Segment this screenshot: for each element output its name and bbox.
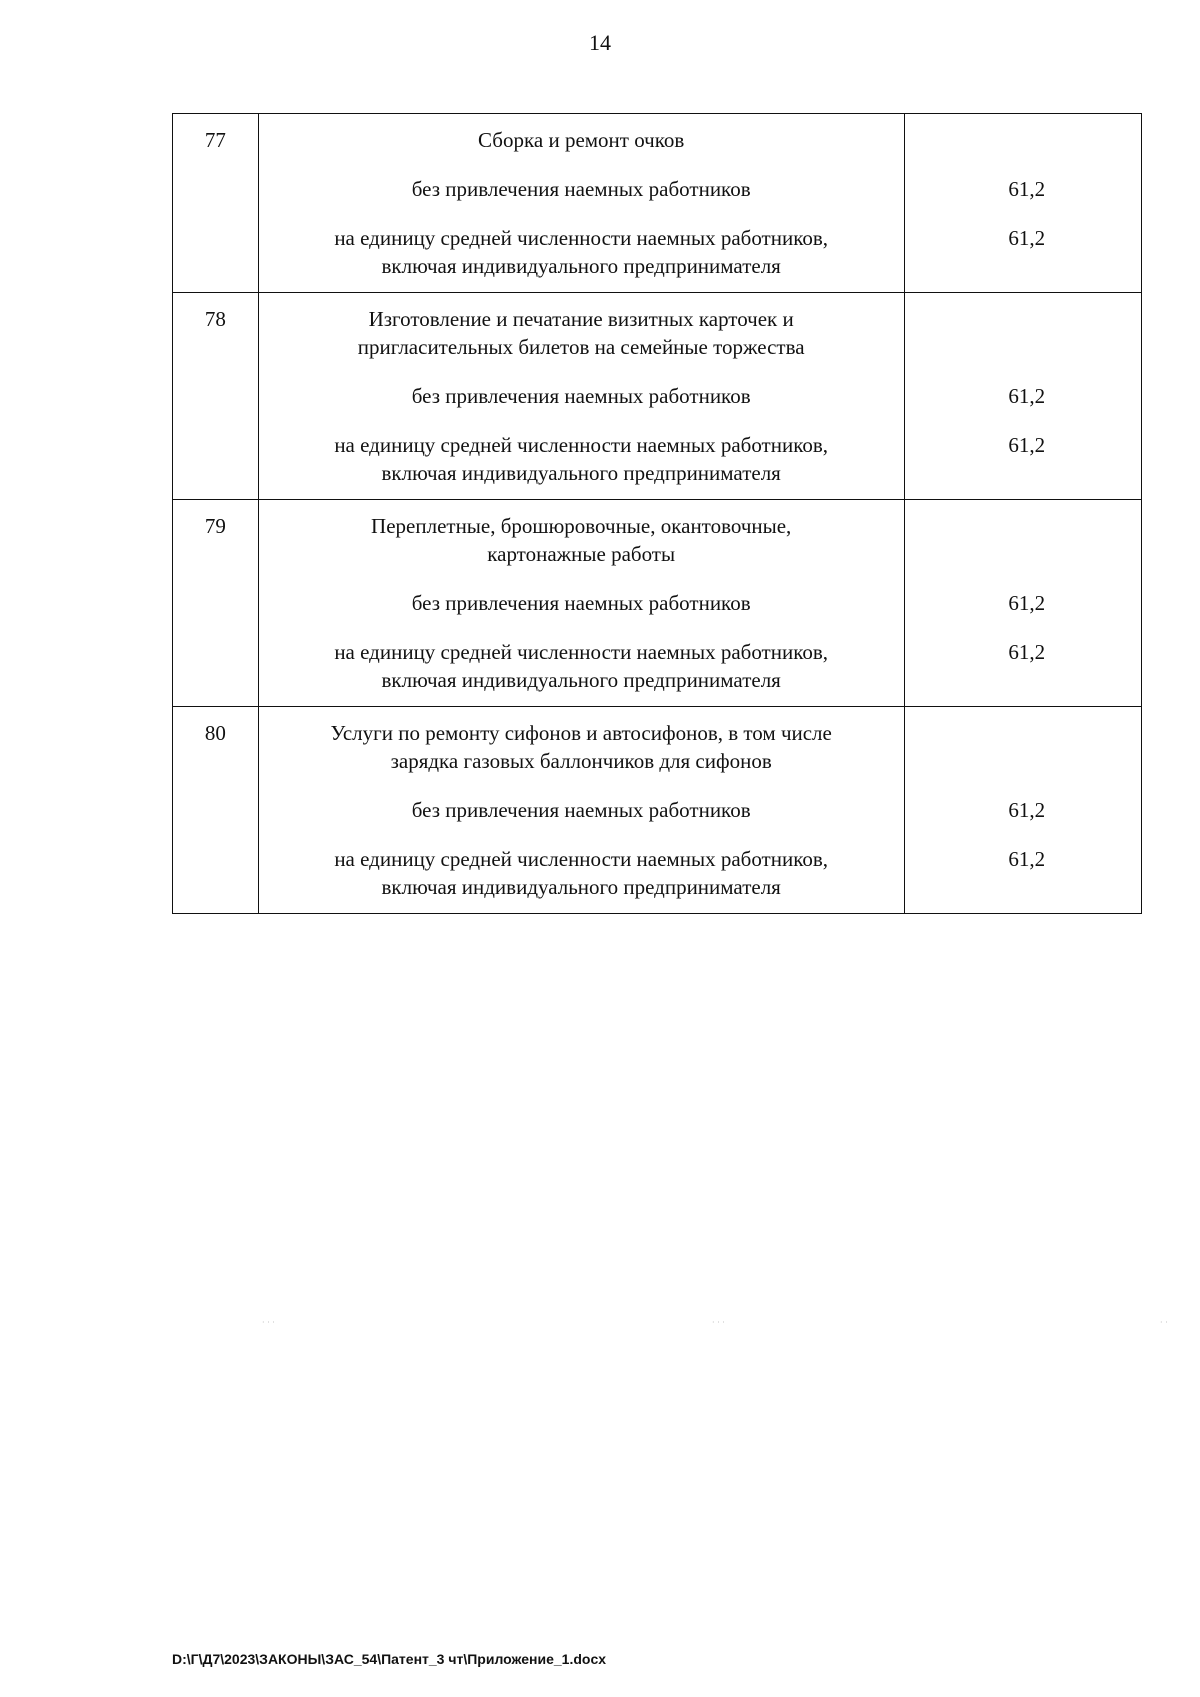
footer-file-path: D:\Г\Д7\2023\ЗАКОНЫ\ЗАС_54\Патент_3 чт\Приложение_1.docx xyxy=(172,1651,607,1667)
activity-title-line2: зарядка газовых баллончиков для сифонов xyxy=(390,749,772,773)
without-employees-value: 61,2 xyxy=(1008,384,1046,408)
without-employees-label: без привлечения наемных работников xyxy=(411,177,751,201)
per-employee-value: 61,2 xyxy=(1008,847,1046,871)
scan-speck: · · · xyxy=(262,1318,275,1327)
value-cell xyxy=(904,707,1141,914)
activity-description xyxy=(258,114,904,293)
table-row xyxy=(173,500,1142,707)
per-employee-label-line2: включая индивидуального предпринимателя xyxy=(381,875,781,899)
row-number: 78 xyxy=(173,293,259,500)
row-number: 80 xyxy=(173,707,259,914)
per-employee-label-line1: на единицу средней численности наемных работников, xyxy=(334,640,829,664)
per-employee-value: 61,2 xyxy=(1008,640,1046,664)
per-employee-label-line2: включая индивидуального предпринимателя xyxy=(381,668,781,692)
row-number: 79 xyxy=(173,500,259,707)
per-employee-value: 61,2 xyxy=(1008,433,1046,457)
value-cell xyxy=(904,114,1141,293)
without-employees-label: без привлечения наемных работников xyxy=(411,384,751,408)
activity-title-line1: Изготовление и печатание визитных карточек и xyxy=(368,307,794,331)
per-employee-label-line1: на единицу средней численности наемных работников, xyxy=(334,433,829,457)
without-employees-value: 61,2 xyxy=(1008,798,1046,822)
row-number: 77 xyxy=(173,114,259,293)
scan-speck: · · xyxy=(1160,1318,1168,1327)
activity-title-line2: пригласительных билетов на семейные торжества xyxy=(357,335,805,359)
per-employee-value: 61,2 xyxy=(1008,226,1046,250)
scan-speck: · · · xyxy=(712,1318,725,1327)
table-row xyxy=(173,707,1142,914)
value-cell xyxy=(904,293,1141,500)
per-employee-label-line1: на единицу средней численности наемных работников, xyxy=(334,226,829,250)
per-employee-label-line2: включая индивидуального предпринимателя xyxy=(381,461,781,485)
without-employees-value: 61,2 xyxy=(1008,591,1046,615)
without-employees-value: 61,2 xyxy=(1008,177,1046,201)
table-row xyxy=(173,114,1142,293)
activity-description xyxy=(258,500,904,707)
without-employees-label: без привлечения наемных работников xyxy=(411,591,751,615)
table-row xyxy=(173,293,1142,500)
activity-description xyxy=(258,707,904,914)
per-employee-label-line1: на единицу средней численности наемных работников, xyxy=(334,847,829,871)
activity-title-line2: картонажные работы xyxy=(487,542,676,566)
without-employees-label: без привлечения наемных работников xyxy=(411,798,751,822)
value-cell xyxy=(904,500,1141,707)
tariff-table xyxy=(172,113,1142,914)
activity-title-line1: Услуги по ремонту сифонов и автосифонов, в том числе xyxy=(330,721,832,745)
per-employee-label-line2: включая индивидуального предпринимателя xyxy=(381,254,781,278)
activity-title: Сборка и ремонт очков xyxy=(478,128,685,152)
page-number: 14 xyxy=(589,30,611,55)
activity-title-line1: Переплетные, брошюровочные, окантовочные, xyxy=(371,514,792,538)
activity-description xyxy=(258,293,904,500)
